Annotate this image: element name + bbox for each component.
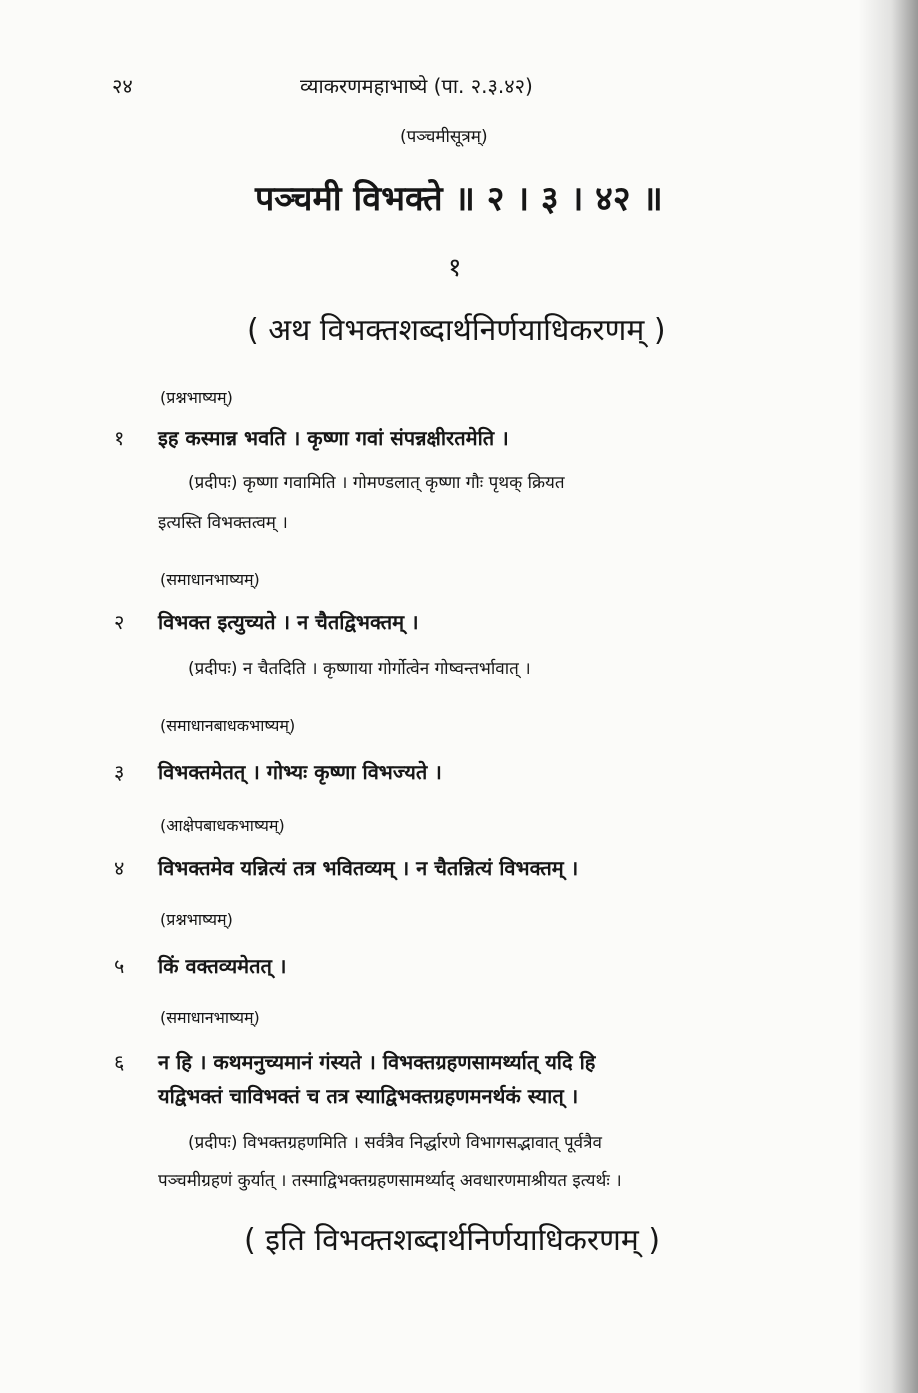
section-number: १ [448, 253, 462, 283]
pradipa-commentary: पञ्चमीग्रहणं कुर्यात् । तस्माद्विभक्तग्रहणसामर्थ्याद् अवधारणमाश्रीयत इत्यर्थः । [158, 1171, 622, 1191]
pradipa-commentary: (प्रदीपः) कृष्णा गवामिति । गोमण्डलात् कृष्णा गौः पृथक् क्रियत [188, 473, 565, 493]
entry-label: (प्रश्नभाष्यम्) [160, 910, 233, 929]
page-number: २४ [112, 74, 133, 98]
bhashya-text: विभक्त इत्युच्यते । न चैतद्विभक्तम् । [158, 610, 419, 634]
entry-number: ६ [114, 1050, 125, 1074]
entry-label: (समाधानबाधकभाष्यम्) [160, 716, 296, 735]
bhashya-text: यद्विभक्तं चाविभक्तं च तत्र स्याद्विभक्तग्रहणमनर्थकं स्यात् । [158, 1084, 579, 1108]
pradipa-commentary: इत्यस्ति विभक्तत्वम् । [158, 513, 288, 533]
adhikarana-end-heading: ( इति विभक्तशब्दार्थनिर्णयाधिकरणम् ) [244, 1223, 661, 1258]
entry-number: ४ [114, 856, 125, 880]
entry-label: (समाधानभाष्यम्) [160, 570, 260, 589]
entry-number: १ [114, 426, 125, 450]
entry-number: २ [114, 610, 125, 634]
entry-number: ५ [114, 954, 125, 978]
sutra-label: (पञ्चमीसूत्रम्) [400, 127, 488, 147]
bhashya-text: विभक्तमेतत् । गोभ्यः कृष्णा विभज्यते । [158, 760, 442, 784]
bhashya-text: इह कस्मान्न भवति । कृष्णा गवां संपन्नक्षीरतमेति । [158, 426, 509, 450]
entry-label: (आक्षेपबाधकभाष्यम्) [160, 816, 285, 835]
adhikarana-start-heading: ( अथ विभक्तशब्दार्थनिर्णयाधिकरणम् ) [247, 313, 666, 348]
entry-number: ३ [114, 760, 125, 784]
entry-label: (प्रश्नभाष्यम्) [160, 388, 233, 407]
entry-label: (समाधानभाष्यम्) [160, 1008, 260, 1027]
page-binding-shadow [858, 0, 918, 1393]
pradipa-commentary: (प्रदीपः) विभक्तग्रहणमिति । सर्वत्रैव निर्द्धारणे विभागसद्भावात् पूर्वत्रैव [188, 1133, 602, 1153]
pradipa-commentary: (प्रदीपः) न चैतदिति । कृष्णाया गोर्गोत्वेन गोष्वन्तर्भावात् । [188, 659, 531, 679]
bhashya-text: विभक्तमेव यन्नित्यं तत्र भवितव्यम् । न चैतन्नित्यं विभक्तम् । [158, 856, 579, 880]
sutra-heading: पञ्चमी विभक्ते ॥ २ । ३ । ४२ ॥ [255, 179, 663, 219]
bhashya-text: किं वक्तव्यमेतत् । [158, 954, 287, 978]
bhashya-text: न हि । कथमनुच्यमानं गंस्यते । विभक्तग्रहणसामर्थ्यात् यदि हि [158, 1050, 596, 1074]
running-title: व्याकरणमहाभाष्ये (पा. २.३.४२) [300, 74, 533, 98]
